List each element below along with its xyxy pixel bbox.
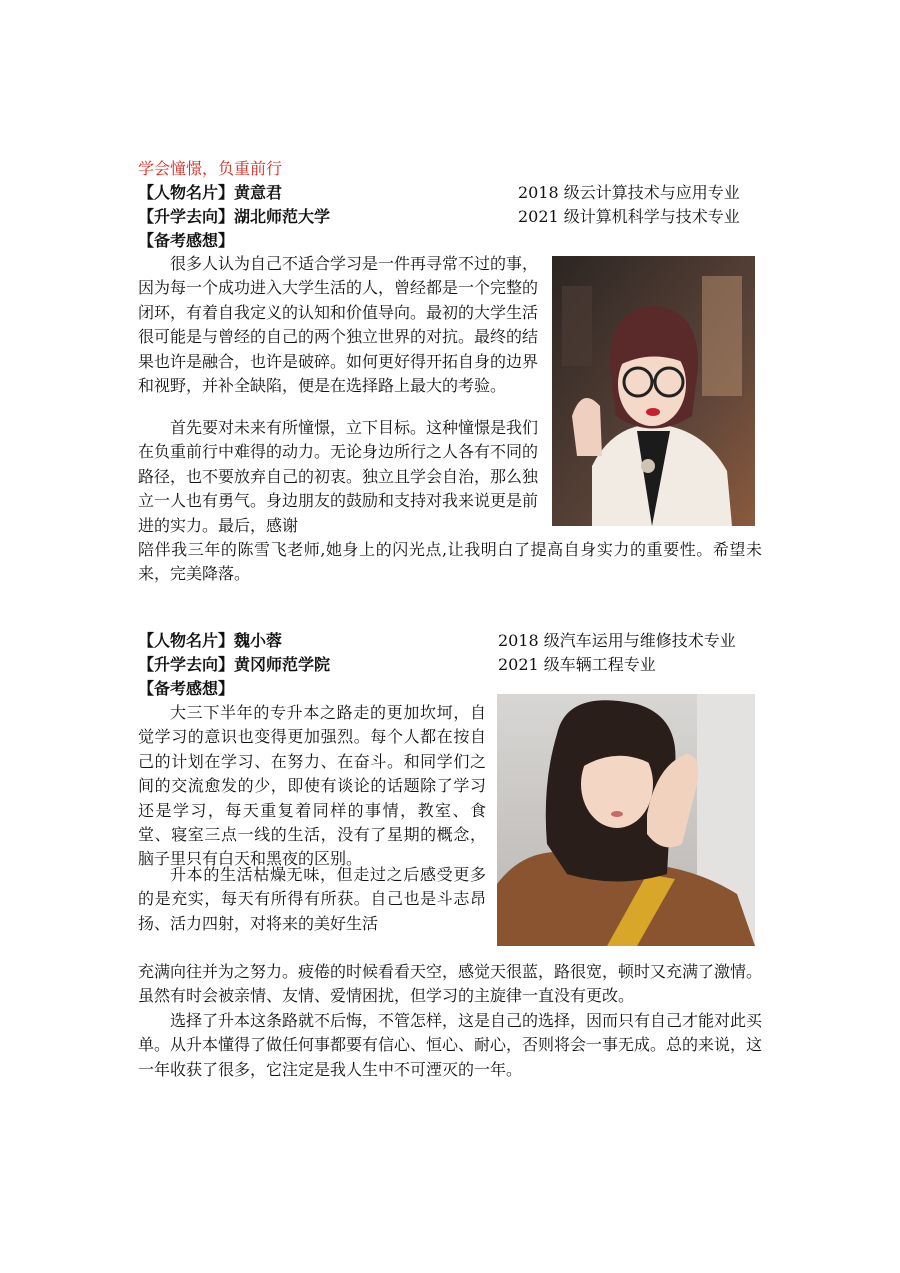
section1-dest-major: 2021 级计算机科学与技术专业 [518, 207, 740, 226]
section1-paragraph-2: 首先要对未来有所憧憬，立下目标。这种憧憬是我们在负重前行中难得的动力。无论身边所行之人各有不同的路径，也不要放弃自己的初衷。独立且学会自治，那么独立一人也有勇气。身边朋友的鼓励和支持对我来说更是前进的实力。最后，感谢 [138, 418, 539, 535]
section1-thoughts-label: 【备考感想】 [138, 231, 235, 250]
section1-paragraph-2-continued: 陪伴我三年的陈雪飞老师,她身上的闪光点,让我明白了提高自身实力的重要性。希望未来，完美降落。 [138, 540, 762, 584]
section2-dest-label: 【升学去向】黄冈师范学院 [138, 655, 331, 674]
section2-thoughts-label: 【备考感想】 [138, 679, 235, 698]
section1-paragraph-1: 很多人认为自己不适合学习是一件再寻常不过的事，因为每一个成功进入大学生活的人，曾经都是一个完整的闭环，有着自我定义的认知和价值导向。最初的大学生活很可能是与曾经的自己的两个独立世界的对抗。最终的结果也许是融合，也许是破碎。如何更好得开拓自身的边界和视野，并补全缺陷，便是在选择路上最大的考验。 [138, 254, 539, 396]
portrait-illustration-2 [497, 694, 755, 946]
section2-dest-major: 2021 级车辆工程专业 [498, 655, 656, 674]
section1-dest-label: 【升学去向】湖北师范大学 [138, 207, 331, 226]
portrait-photo-2 [497, 694, 755, 946]
section2-paragraph-2-continued: 充满向往并为之努力。疲倦的时候看看天空，感觉天很蓝，路很宽，顿时又充满了激情。虽然有时会被亲情、友情、爱情困扰，但学习的主旋律一直没有更改。 [138, 962, 763, 1006]
section2-paragraph-3: 选择了升本这条路就不后悔，不管怎样，这是自己的选择，因而只有自己才能对此买单。从升本懂得了做任何事都要有信心、恒心、耐心，否则将会一事无成。总的来说，这一年收获了很多，它注定是我人生中不可湮灭的一年。 [138, 1011, 763, 1079]
section1-name-label: 【人物名片】黄意君 [138, 183, 283, 202]
section2-paragraph-2: 升本的生活枯燥无味，但走过之后感受更多的是充实，每天有所得有所获。自己也是斗志昂扬、活力四射，对将来的美好生活 [138, 865, 486, 933]
portrait-photo-1 [552, 256, 755, 526]
section2-name-label: 【人物名片】魏小蓉 [138, 631, 283, 650]
portrait-illustration-1 [552, 256, 755, 526]
section1-title: 学会憧憬，负重前行 [138, 159, 283, 178]
section2-name-major: 2018 级汽车运用与维修技术专业 [498, 631, 736, 650]
section1-name-major: 2018 级云计算技术与应用专业 [518, 183, 740, 202]
section2-paragraph-1: 大三下半年的专升本之路走的更加坎坷，自觉学习的意识也变得更加强烈。每个人都在按自己的计划在学习、在努力、在奋斗。和同学们之间的交流愈发的少，即使有谈论的话题除了学习还是学习，每天重复着同样的事情，教室、食堂、寝室三点一线的生活，没有了星期的概念，脑子里只有白天和黑夜的区别。 [138, 703, 486, 869]
